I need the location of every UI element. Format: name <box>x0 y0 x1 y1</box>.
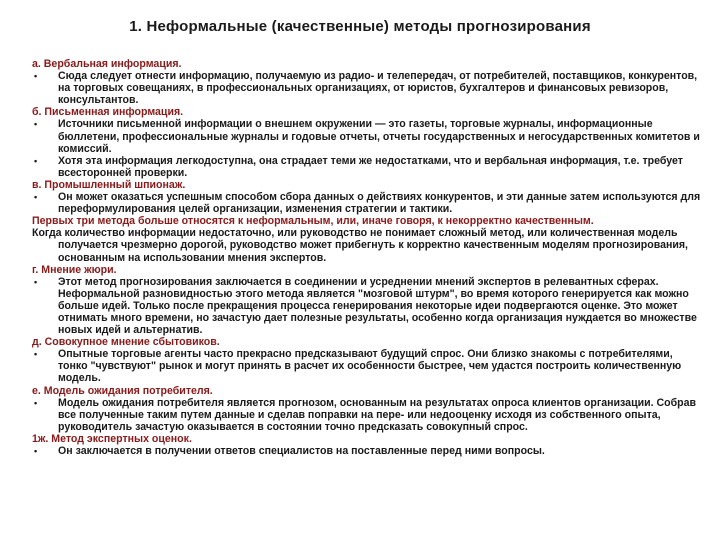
paragraph: Когда количество информации недостаточно, или руководство не понимает сложный метод, или количественная модель получается чрезмерно дорогой, руководство может прибегнуть к корректно качественным моделям прогнозирования, основанным на использовании мнения экспертов. <box>32 227 689 264</box>
bullet-icon: • <box>34 119 38 130</box>
bullet-text: Хотя эта информация легкодоступна, она страдает теми же недостатками, что и вербальная информация, т.е. требует всесторонней проверки. <box>58 154 683 179</box>
bullet-icon: • <box>34 276 38 287</box>
bullet-icon: • <box>34 446 38 456</box>
bullet-text: Он может оказаться успешным способом сбора данных о действиях конкурентов, и эти данные затем используются для переформулирования целей организации, изменения стратегии и тактики. <box>58 191 701 216</box>
bullet-item <box>32 397 704 433</box>
bullet-item <box>32 118 704 154</box>
slide-body <box>32 58 704 457</box>
slide-title: 1. Неформальные (качественные) методы прогнозирования <box>129 18 591 35</box>
bullet-icon: • <box>34 349 38 360</box>
bullet-icon: • <box>34 192 38 203</box>
bullet-text: Этот метод прогнозирования заключается в соединении и усреднении мнений экспертов в релевантных сферах. Неформальной разновидностью этого метода является "мозговой штурм", во время которого генерируется как можно больше идей. Только после прекращения процесса генерирования некоторые идеи подвергаются оценке. Это может отнимать много времени, но зачастую дает полезные результаты, особенно когда организация нуждается во множестве новых идей и альтернатив. <box>58 275 697 337</box>
bullet-item <box>32 348 704 384</box>
bullet-icon: • <box>34 71 38 82</box>
bullet-icon: • <box>34 397 38 408</box>
bullet-text: Опытные торговые агенты часто прекрасно предсказывают будущий спрос. Они близко знакомы с потребителями, тонко "чувствуют" рынок и могут принять в расчет их особенности быстрее, чем удастся построить количественную модель. <box>58 348 682 385</box>
section-heading: а. Вербальная информация. <box>32 58 182 70</box>
section-heading: 1ж. Метод экспертных оценок. <box>32 432 192 445</box>
section-heading: д. Совокупное мнение сбытовиков. <box>32 336 220 349</box>
bullet-text: Модель ожидания потребителя является прогнозом, основанным на результатах опроса клиентов организации. Собрав все полученные таким путем данные и сделав поправки на пере- или недооценку исходя из собственного опыта, руководитель зачастую оказывается в состоянии точно предсказать совокупный спрос. <box>58 396 697 433</box>
section-heading: Первых три метода больше относятся к неформальным, или, иначе говоря, к некорректно качественным. <box>32 215 594 228</box>
section-heading: г. Мнение жюри. <box>32 263 117 276</box>
bullet-text: Источники письменной информации о внешнем окружении — это газеты, торговые журналы, информационные бюллетени, профессиональные журналы и годовые отчеты, отчеты государственных и негосударственных комитетов и комиссий. <box>58 118 700 155</box>
bullet-item <box>32 191 704 215</box>
bullet-item <box>32 276 704 336</box>
bullet-item <box>32 445 704 457</box>
bullet-text: Он заключается в получении ответов специалистов на поставленные перед ними вопросы. <box>58 445 545 457</box>
section-heading: б. Письменная информация. <box>32 106 184 119</box>
bullet-icon: • <box>34 155 38 166</box>
bullet-text: Сюда следует отнести информацию, получаемую из радио- и телепередач, от потребителей, поставщиков, конкурентов, на торговых совещаниях, в профессиональных организациях, от юристов, бухгалтеров и финансовых ревизоров, консультантов. <box>58 70 698 107</box>
bullet-item <box>32 155 704 179</box>
section-heading: в. Промышленный шпионаж. <box>32 178 186 191</box>
section-heading: е. Модель ожидания потребителя. <box>32 384 213 397</box>
bullet-item <box>32 70 704 106</box>
